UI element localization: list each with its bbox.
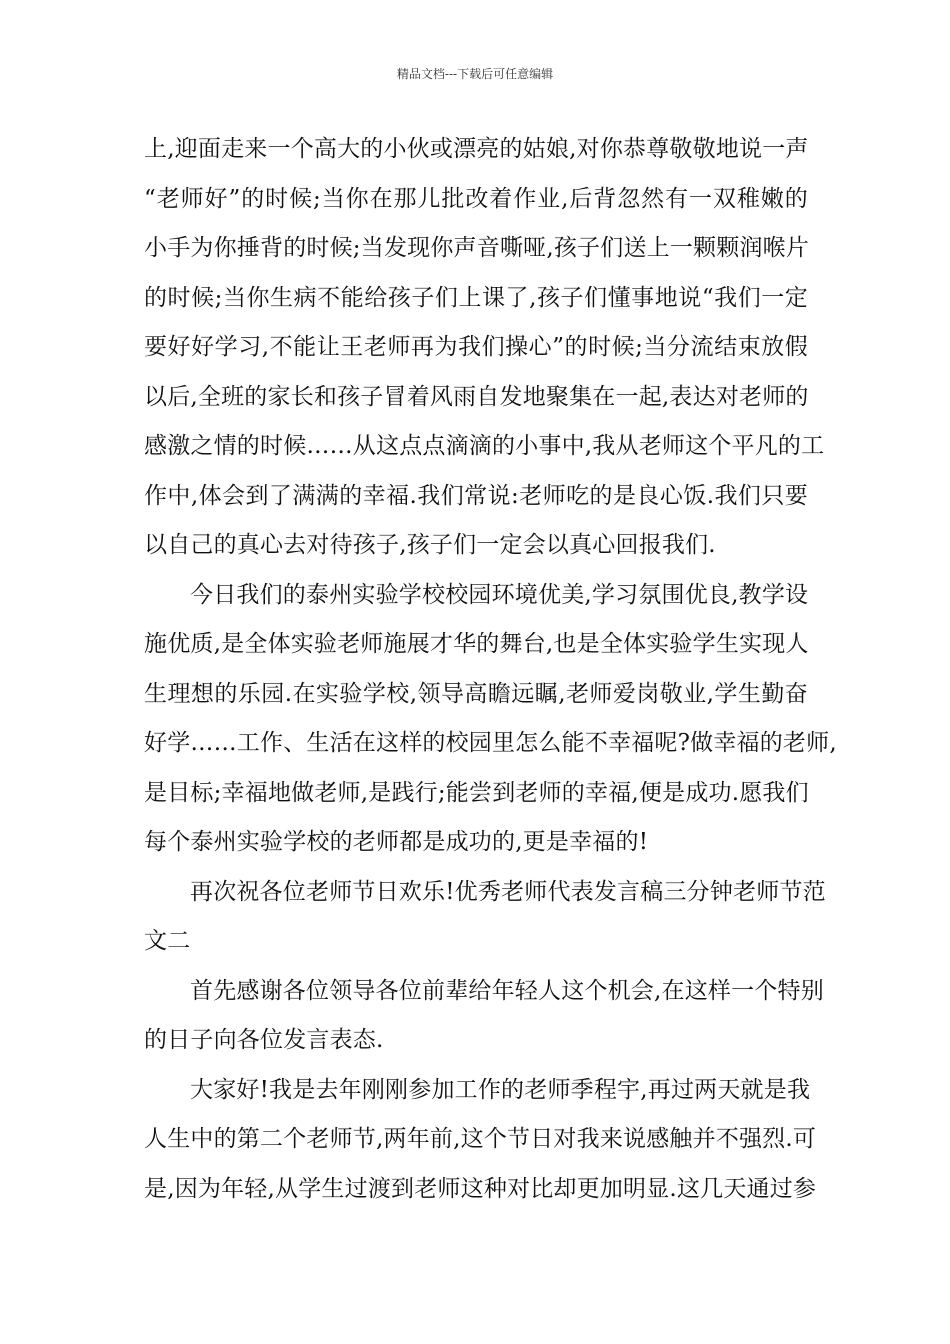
text-line: 以后,全班的家长和孩子冒着风雨自发地聚集在一起,表达对老师的 (144, 383, 809, 410)
text-line: 每个泰州实验学校的老师都是成功的,更是幸福的! (144, 829, 649, 855)
text-line: 再次祝各位老师节日欢乐!优秀老师代表发言稿三分钟老师节范 (190, 878, 826, 905)
text-line: 大家好!我是去年刚刚参加工作的老师季程宇,再过两天就是我 (190, 1076, 811, 1103)
text-line: 的时候;当你生病不能给孩子们上课了,孩子们懂事地说“我们一定 (144, 284, 808, 311)
text-line: 是目标;幸福地做老师,是践行;能尝到老师的幸福,便是成功.愿我们 (144, 779, 809, 806)
text-line: 首先感谢各位领导各位前辈给年轻人这个机会,在这样一个特别 (190, 977, 824, 1004)
text-line: 是,因为年轻,从学生过渡到老师这种对比却更加明显.这几天通过参 (144, 1175, 817, 1202)
text-line: 人生中的第二个老师节,两年前,这个节日对我来说感触并不强烈.可 (144, 1126, 817, 1152)
text-line: 作中,体会到了满满的幸福.我们常说:老师吃的是良心饭.我们只要 (144, 482, 808, 509)
text-line: 感激之情的时候……从这点点滴滴的小事中,我从老师这个平凡的工 (144, 433, 825, 459)
text-line: 好学……工作、生活在这样的校园里怎么能不幸福呢?做幸福的老师, (144, 730, 837, 756)
text-line: 以自己的真心去对待孩子,孩子们一定会以真心回报我们. (144, 532, 716, 558)
text-line: 要好好学习,不能让王老师再为我们操心”的时候;当分流结束放假 (144, 334, 808, 360)
text-line: 生理想的乐园.在实验学校,领导高瞻远瞩,老师爱岗敬业,学生勤奋 (144, 680, 808, 707)
text-line: 施优质,是全体实验老师施展才华的舞台,也是全体实验学生实现人 (144, 631, 809, 657)
text-line: “老师好”的时候;当你在那儿批改着作业,后背忽然有一双稚嫩的 (144, 185, 808, 212)
paragraph (144, 868, 826, 967)
page-header: 精品文档---下载后可任意编辑 (396, 67, 554, 81)
document-body (144, 125, 837, 1214)
text-line: 的日子向各位发言表态. (144, 1027, 384, 1053)
text-line: 上,迎面走来一个高大的小伙或漂亮的姑娘,对你恭尊敬敬地说一声 (144, 136, 809, 162)
text-line: 文二 (144, 928, 191, 954)
text-line: 今日我们的泰州实验学校校园环境优美,学习氛围优良,教学设 (190, 581, 809, 608)
paragraph (144, 571, 837, 868)
paragraph (144, 125, 825, 571)
paragraph (144, 1066, 817, 1215)
paragraph (144, 967, 824, 1066)
text-line: 小手为你捶背的时候;当发现你声音嘶哑,孩子们送上一颗颗润喉片 (144, 235, 810, 261)
